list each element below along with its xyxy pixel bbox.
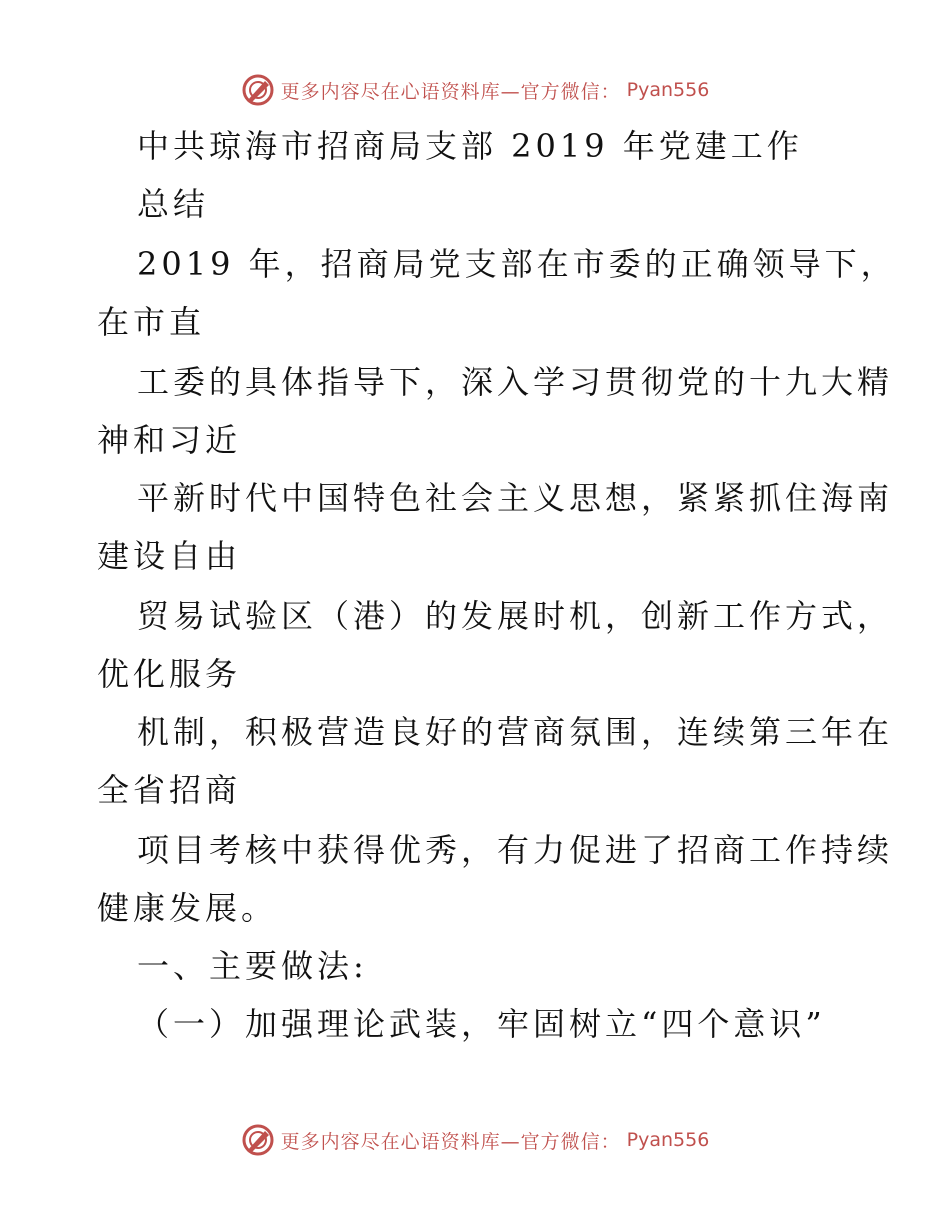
section-heading: 一、主要做法: xyxy=(137,947,368,985)
paragraph-line: 在市直 xyxy=(97,303,206,341)
paragraph-line: 建设自由 xyxy=(97,537,242,575)
paragraph-line: 贸易试验区（港）的发展时机，创新工作方式， xyxy=(137,597,894,635)
title-line-2: 总结 xyxy=(137,185,210,223)
paragraph-line: 全省招商 xyxy=(97,771,242,809)
paragraph-line: 平新时代中国特色社会主义思想，紧紧抓住海南 xyxy=(137,479,894,517)
paragraph-line: 工委的具体指导下，深入学习贯彻党的十九大精 xyxy=(137,363,894,401)
title-line-1: 中共琼海市招商局支部 2019 年党建工作 xyxy=(137,127,803,165)
paragraph-line: 优化服务 xyxy=(97,655,242,693)
watermark-wechat-id: Pyan556 xyxy=(626,1129,710,1151)
paragraph-line: 神和习近 xyxy=(97,421,242,459)
paragraph-line: 健康发展。 xyxy=(97,889,278,927)
watermark-footer xyxy=(0,1120,950,1160)
watermark-text: 更多内容尽在心语资料库—官方微信： xyxy=(280,80,621,103)
watermark-wechat-id: Pyan556 xyxy=(626,79,710,101)
pen-logo-icon xyxy=(241,73,275,107)
watermark-header xyxy=(0,70,950,110)
paragraph-line: 项目考核中获得优秀，有力促进了招商工作持续 xyxy=(137,831,894,869)
watermark-text: 更多内容尽在心语资料库—官方微信： xyxy=(280,1130,621,1153)
subsection-heading: （一）加强理论武装，牢固树立“四个意识” xyxy=(137,1005,826,1043)
paragraph-line: 机制，积极营造良好的营商氛围，连续第三年在 xyxy=(137,713,894,751)
pen-logo-icon xyxy=(241,1123,275,1157)
paragraph-line: 2019 年，招商局党支部在市委的正确领导下， xyxy=(137,245,897,283)
